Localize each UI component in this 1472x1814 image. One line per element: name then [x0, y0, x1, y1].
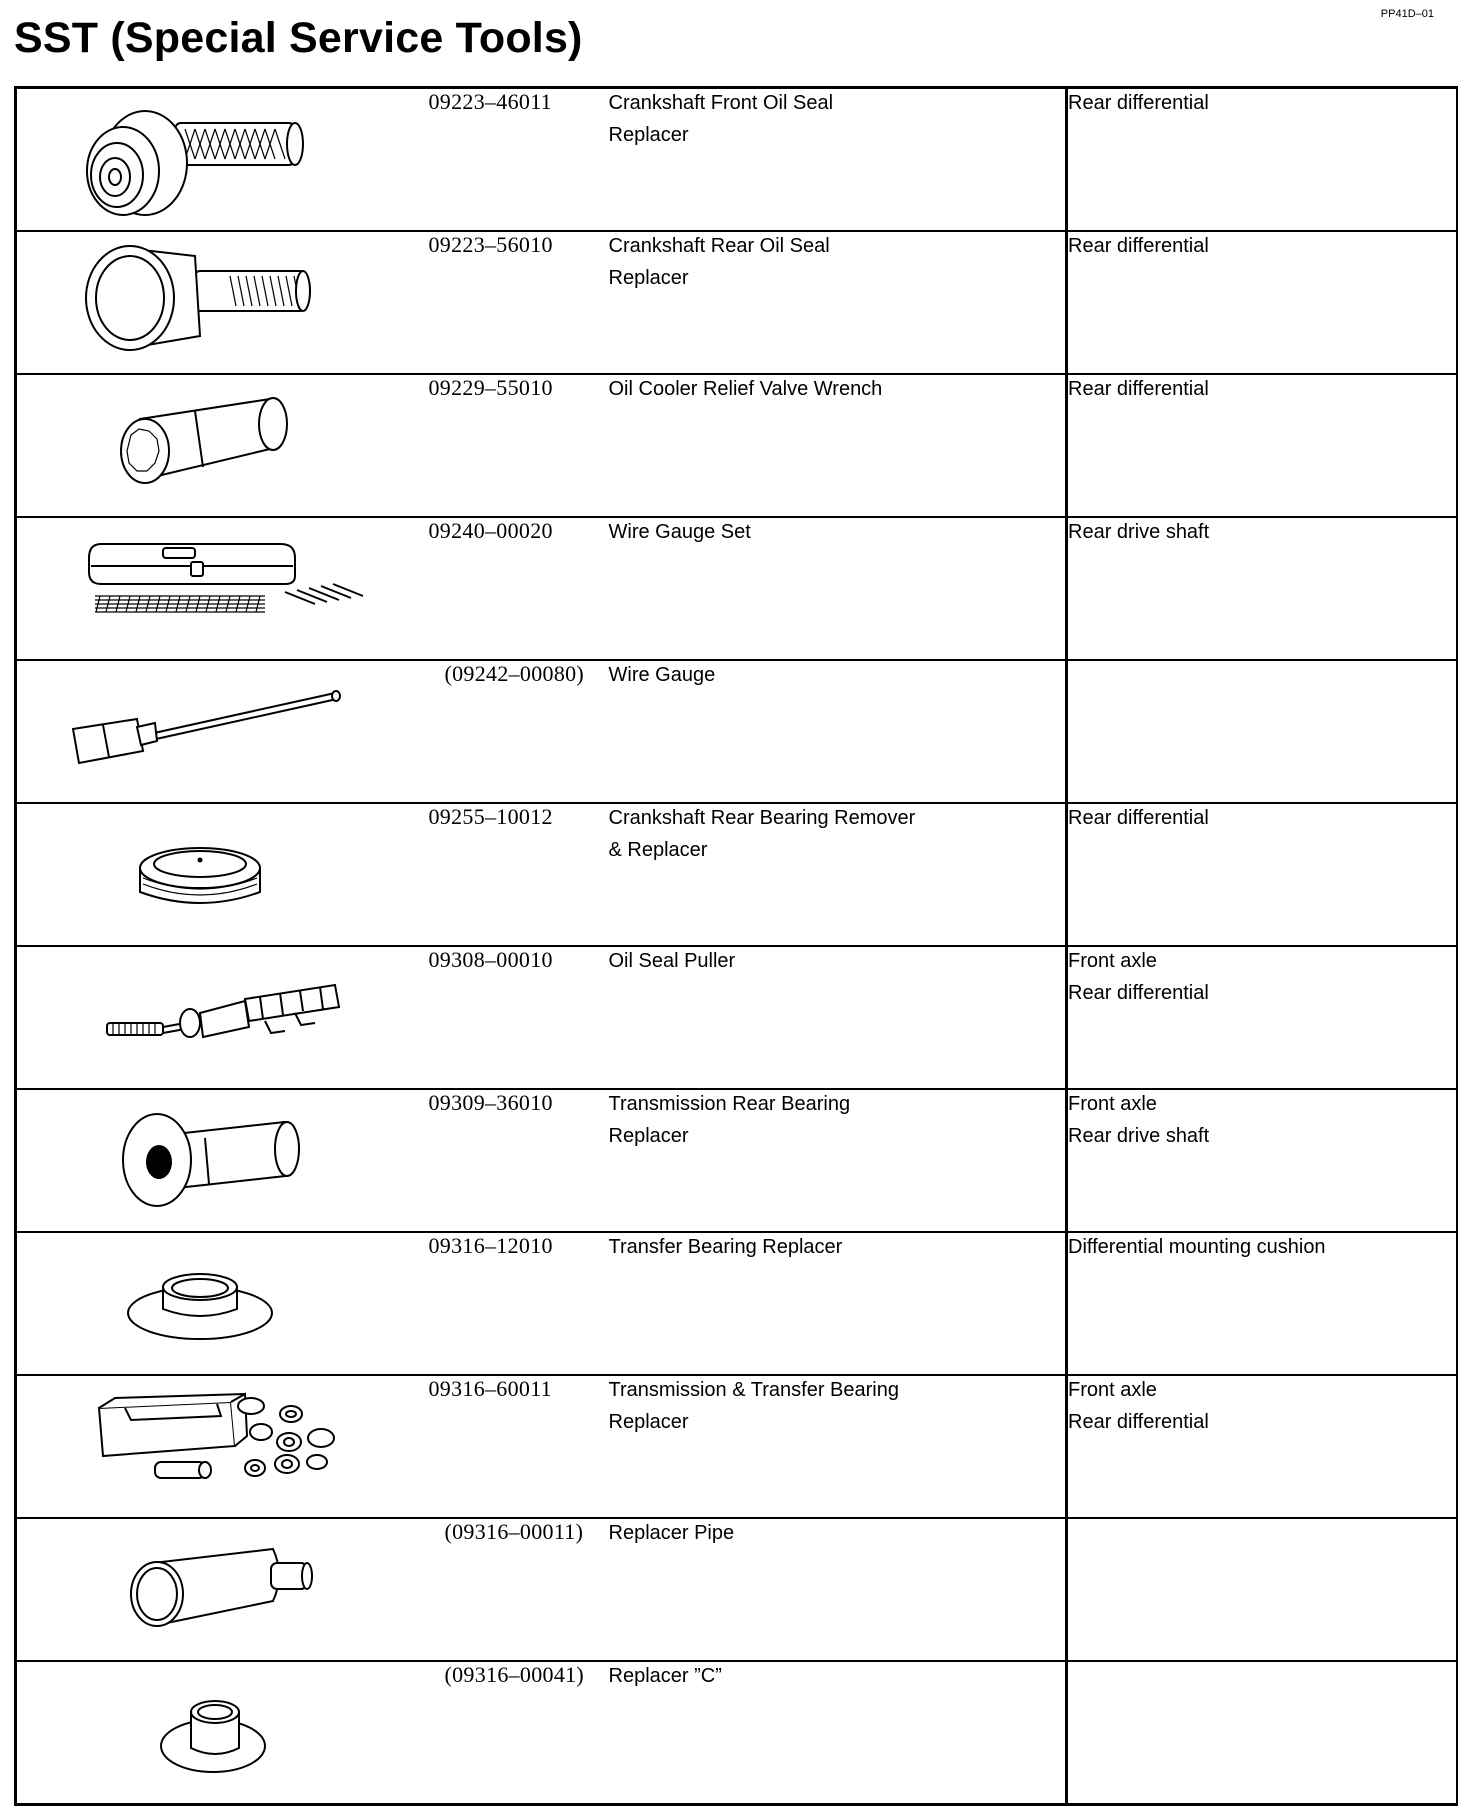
tool-illustration-cell [16, 1661, 429, 1805]
table-row [16, 1089, 1457, 1232]
part-number: 09223–56010 [428, 232, 553, 257]
tool-illustration-cell [16, 231, 429, 374]
replacer-c-icon [45, 1666, 345, 1796]
part-number: 09240–00020 [428, 518, 553, 543]
tool-illustration-cell [16, 946, 429, 1089]
tool-name: Replacer ”C” [608, 1665, 722, 1687]
tool-name: Transfer Bearing Replacer [608, 1236, 843, 1258]
tool-name: Transmission & Transfer Bearing Replacer [608, 1379, 899, 1433]
bearing-remover-disc-icon [45, 808, 345, 938]
tool-usage: Rear differential [1068, 807, 1209, 829]
tool-name: Transmission Rear Bearing Replacer [608, 1093, 851, 1147]
table-row [16, 231, 1457, 374]
part-number: 09308–00010 [428, 947, 553, 972]
wire-gauge-icon [45, 665, 365, 795]
socket-wrench-icon [45, 379, 345, 509]
replacer-pipe-icon [45, 1523, 345, 1653]
tool-name: Oil Seal Puller [608, 950, 736, 972]
table-row [16, 88, 1457, 232]
tool-name: Crankshaft Rear Oil Seal Replacer [608, 235, 830, 289]
table-row [16, 374, 1457, 517]
table-row [16, 803, 1457, 946]
tool-name: Wire Gauge Set [608, 521, 751, 543]
crankshaft-front-oil-seal-replacer-icon [45, 93, 345, 223]
tool-name: Crankshaft Front Oil Seal Replacer [608, 92, 834, 146]
tool-usage: Front axle Rear differential [1068, 950, 1209, 1004]
part-number: (09316–00011) [444, 1519, 584, 1544]
tool-illustration-cell [16, 88, 429, 232]
tool-illustration-cell [16, 374, 429, 517]
part-number: 09316–12010 [428, 1233, 553, 1258]
tool-usage: Front axle Rear drive shaft [1068, 1093, 1210, 1147]
oil-seal-puller-icon [45, 951, 365, 1081]
table-row [16, 1661, 1457, 1805]
part-number: 09229–55010 [428, 375, 553, 400]
tool-name: Crankshaft Rear Bearing Remover & Replacer [608, 807, 916, 861]
tool-illustration-cell [16, 1089, 429, 1232]
tool-name: Wire Gauge [608, 664, 716, 686]
part-number: 09255–10012 [428, 804, 553, 829]
tool-usage: Differential mounting cushion [1068, 1236, 1326, 1258]
page-title: SST (Special Service Tools) [14, 14, 583, 62]
table-row [16, 660, 1457, 803]
tool-name: Replacer Pipe [608, 1522, 735, 1544]
tool-illustration-cell [16, 803, 429, 946]
part-number: 09316–60011 [428, 1376, 552, 1401]
bearing-replacer-sleeve-icon [45, 1094, 345, 1224]
bearing-replacer-set-icon [45, 1380, 365, 1510]
table-row [16, 946, 1457, 1089]
sst-table [14, 86, 1458, 1806]
tool-usage: Rear differential [1068, 235, 1209, 257]
crankshaft-rear-oil-seal-replacer-icon [45, 236, 345, 366]
tool-illustration-cell [16, 1518, 429, 1661]
tool-usage: Rear drive shaft [1068, 521, 1210, 543]
tool-illustration-cell [16, 517, 429, 660]
part-number: (09316–00041) [444, 1662, 585, 1687]
bearing-replacer-ring-icon [45, 1237, 345, 1367]
tool-illustration-cell [16, 1375, 429, 1518]
tool-name: Oil Cooler Relief Valve Wrench [608, 378, 883, 400]
tool-illustration-cell [16, 1232, 429, 1375]
tool-usage: Rear differential [1068, 92, 1209, 114]
part-number: (09242–00080) [444, 661, 585, 686]
document-code: PP41D–01 [1380, 8, 1434, 20]
part-number: 09223–46011 [428, 89, 552, 114]
table-row [16, 1518, 1457, 1661]
table-row [16, 1375, 1457, 1518]
tool-illustration-cell [16, 660, 429, 803]
wire-gauge-set-icon [45, 522, 365, 652]
tool-usage: Front axle Rear differential [1068, 1379, 1209, 1433]
part-number: 09309–36010 [428, 1090, 553, 1115]
table-row [16, 1232, 1457, 1375]
table-row [16, 517, 1457, 660]
tool-usage: Rear differential [1068, 378, 1209, 400]
